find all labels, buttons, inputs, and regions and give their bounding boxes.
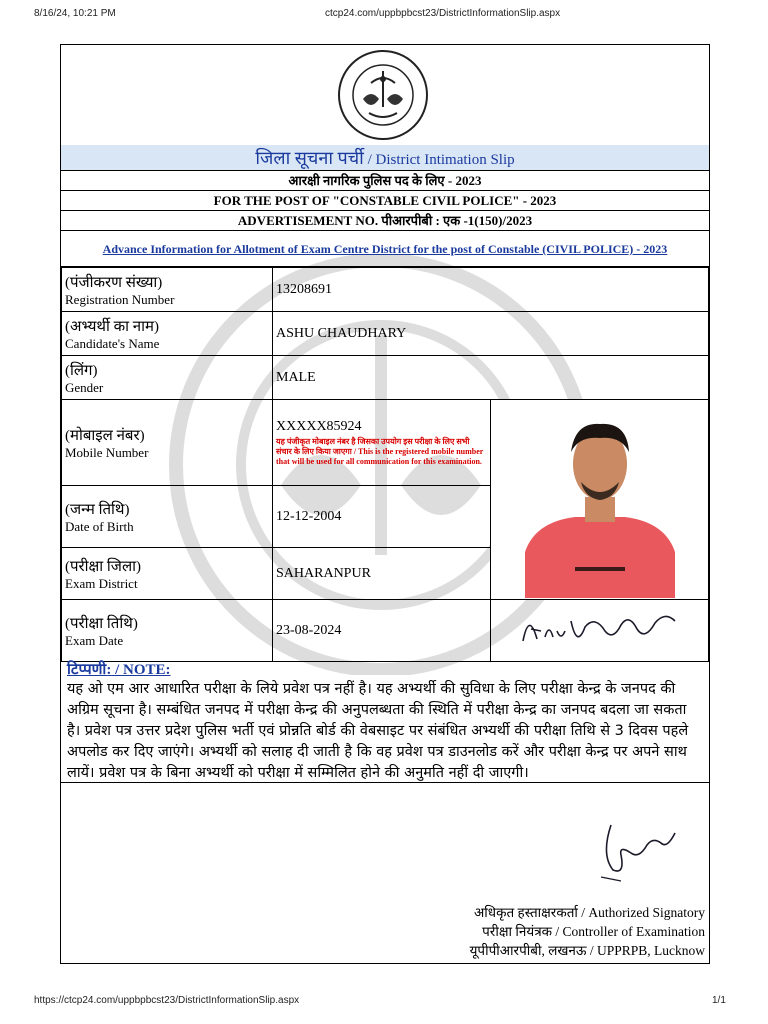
post-line-hindi	[61, 171, 709, 191]
print-datetime: 8/16/24, 10:21 PM	[34, 8, 116, 19]
signatory-line-1: अधिकृत हस्ताक्षरकर्ता / Authorized Signatory	[473, 905, 705, 920]
advert-english: ADVERTISEMENT NO.	[237, 213, 382, 228]
candidate-details-table	[61, 267, 709, 662]
value-mobile	[273, 400, 491, 486]
label-exam-district: (परीक्षा जिला) Exam District	[62, 548, 273, 600]
note-heading: टिप्पणी: / NOTE:	[67, 662, 171, 678]
row-gender	[62, 356, 709, 400]
authorized-signatory-block	[470, 903, 705, 960]
note-section	[61, 657, 709, 783]
label-mobile: (मोबाइल नंबर) Mobile Number	[62, 400, 273, 486]
controller-signature	[591, 815, 681, 885]
slip-title	[61, 145, 709, 171]
label-exam-date: (परीक्षा तिथि) Exam Date	[62, 600, 273, 662]
row-registration	[62, 268, 709, 312]
signatory-line-3: यूपीपीआरपीबी, लखनऊ / UPPRPB, Lucknow	[469, 943, 705, 958]
candidate-photo	[515, 402, 685, 598]
value-registration: 13208691	[273, 268, 709, 312]
board-seal-logo	[331, 49, 435, 141]
post-line-english: FOR THE POST OF "CONSTABLE CIVIL POLICE" - 2023	[61, 191, 709, 211]
value-exam-date: 23-08-2024	[273, 600, 491, 662]
row-exam-date	[62, 600, 709, 662]
logo-area	[61, 45, 709, 146]
print-url-top: ctcp24.com/uppbpbcst23/DistrictInformationSlip.aspx	[325, 8, 561, 19]
value-name: ASHU CHAUDHARY	[273, 312, 709, 356]
label-gender: (लिंग) Gender	[62, 356, 273, 400]
value-exam-district: SAHARANPUR	[273, 548, 491, 600]
advert-hindi: पीआरपीबी : एक -1(150)/2023	[381, 213, 533, 228]
value-gender: MALE	[273, 356, 709, 400]
mobile-number: XXXXX85924	[276, 418, 362, 434]
slip-title-hindi: जिला सूचना पर्ची	[255, 148, 364, 168]
candidate-photo-cell	[491, 400, 709, 600]
post-hindi: आरक्षी नागरिक पुलिस पद के लिए	[288, 173, 445, 188]
print-url-bottom: https://ctcp24.com/uppbpbcst23/DistrictInformationSlip.aspx	[34, 995, 300, 1006]
post-year: - 2023	[444, 173, 482, 188]
mobile-warning-note: यह पंजीकृत मोबाइल नंबर है जिसका उपयोग इस परीक्षा के लिए सभी संचार के लिए किया जाएगा / This is the registered mobile number that will be used for all communication for this examination.	[276, 436, 484, 466]
advance-info-heading: Advance Information for Allotment of Exam Centre District for the post of Constable (CIVIL POLICE) - 2023	[61, 231, 709, 267]
label-dob: (जन्म तिथि) Date of Birth	[62, 486, 273, 548]
signatory-line-2: परीक्षा नियंत्रक / Controller of Examination	[482, 924, 705, 939]
candidate-signature	[515, 601, 685, 661]
row-mobile	[62, 400, 709, 486]
row-name	[62, 312, 709, 356]
label-registration: (पंजीकरण संख्या) Registration Number	[62, 268, 273, 312]
slip-frame	[60, 44, 710, 964]
slip-title-english: / District Intimation Slip	[363, 152, 515, 168]
advertisement-line	[61, 211, 709, 231]
candidate-signature-cell	[491, 600, 709, 662]
print-page-count: 1/1	[712, 995, 726, 1006]
note-body: यह ओ एम आर आधारित परीक्षा के लिये प्रवेश पत्र नहीं है। यह अभ्यर्थी की सुविधा के लिए परीक्षा केन्द्र के जनपद की अग्रिम सूचना है। सम्बंधित जनपद में परीक्षा केन्द्र की अनुपलब्धता की स्थिति में परीक्षा केन्द्र का जनपद बदला जा सकता है। प्रवेश पत्र उत्तर प्रदेश पुलिस भर्ती एवं प्रोन्नति बोर्ड की वेबसाइट पर संबंधित अभ्यर्थी की परीक्षा तिथि से 3 दिवस पहले अपलोड कर दिए जाएंगे। अभ्यर्थी को सलाह दी जाती है कि वह प्रवेश पत्र डाउनलोड करें और परीक्षा केन्द्र पर अपने साथ लायें। प्रवेश पत्र के बिना अभ्यर्थी को परीक्षा में सम्मिलित होने की अनुमति नहीं दी जाएगी।	[67, 681, 689, 781]
label-name: (अभ्यर्थी का नाम) Candidate's Name	[62, 312, 273, 356]
value-dob: 12-12-2004	[273, 486, 491, 548]
